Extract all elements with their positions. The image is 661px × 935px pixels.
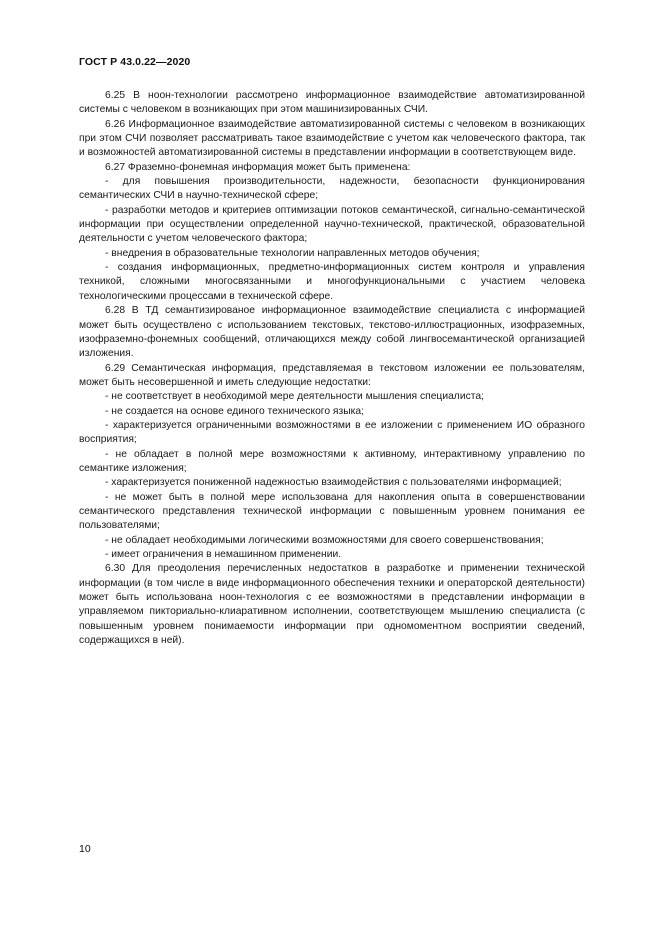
paragraph-6-30: 6.30 Для преодоления перечисленных недостатков в разработке и применении технической информации (в том числе в виде информационного обеспечения техники и операторской деятельности) может быть использована ноон-технология с ее возможностями в представлении информации в управляемом пиктoриально-клиаративном исполнении, соответствующем мышлению специалиста (с повышенным уровнем понимаемости информации при одномоментном восприятии сведений, содержащихся в ней). [79, 563, 585, 647]
list-item: - разработки методов и критериев оптимизации потоков семантической, сигнально-семантической информации при осуществлении определенной научно-технической, практической, образовательной деятельности с учетом человеческого фактора; [79, 204, 585, 245]
list-item: - не соответствует в необходимой мере деятельности мышления специалиста; [105, 391, 484, 403]
list-item: - для повышения производительности, надежности, безопасности функционирования семантических СЧИ в научно-технической сфере; [79, 176, 585, 202]
list-item: - имеет ограничения в немашинном применении. [105, 549, 342, 560]
document-header: ГОСТ Р 43.0.22—2020 [79, 56, 191, 68]
list-item: - характеризуется ограниченными возможностями в ее изложении с применением ИО образного восприятия; [79, 419, 585, 446]
paragraph-6-28: 6.28 В ТД семантизированое информационное взаимодействие специалиста с информацией может быть осуществлено с использованием текстовых, текстово-иллюстрационных, изофраземных, изофраземно-фонемных сообщений, отличающихся между собой лингвосемантической организацией изложения. [79, 305, 585, 360]
document-body [79, 89, 585, 648]
list-item: - не создается на основе единого технического языка; [105, 405, 364, 417]
paragraph-6-27: 6.27 Фраземно-фонемная информация может быть применена: [105, 161, 411, 173]
list-item: - не может быть в полной мере использована для накопления опыта в совершенствовании семантического представления технической информации с повышенным уровнем понимания ее пользователями; [79, 491, 585, 532]
list-item: - внедрения в образовательные технологии направленных методов обучения; [105, 247, 480, 259]
page-number: 10 [79, 843, 91, 855]
list-item: - создания информационных, предметно-информационных систем контроля и управления техникой, сложными многосвязанными и многофункциональными с участием человека технологическими процессами в технической сфере. [79, 262, 585, 302]
paragraph-6-25: 6.25 В ноон-технологии рассмотрено информационное взаимодействие автоматизированной системы с человеком в возникающих при этом машинизированных СЧИ. [79, 90, 585, 116]
list-item: - не обладает в полной мере возможностями к активному, интерактивному управлению по семантике изложения; [79, 448, 585, 474]
paragraph-6-29: 6.29 Семантическая информация, представляемая в текстовом изложении ее пользователям, может быть несовершенной и иметь следующие недостатки: [79, 362, 585, 388]
paragraph-6-26: 6.26 Информационное взаимодействие автоматизированной системы с человеком в возникающих при этом СЧИ позволяет рассматривать такое взаимодействие с учетом как человеческого фактора, так и возможностей автоматизированной системы в представлении информации в соответствующем виде. [79, 118, 585, 159]
list-item: - не обладает необходимыми логическими возможностями для своего совершенствования; [105, 534, 544, 546]
list-item: - характеризуется пониженной надежностью взаимодействия с пользователями информацией; [105, 477, 562, 489]
